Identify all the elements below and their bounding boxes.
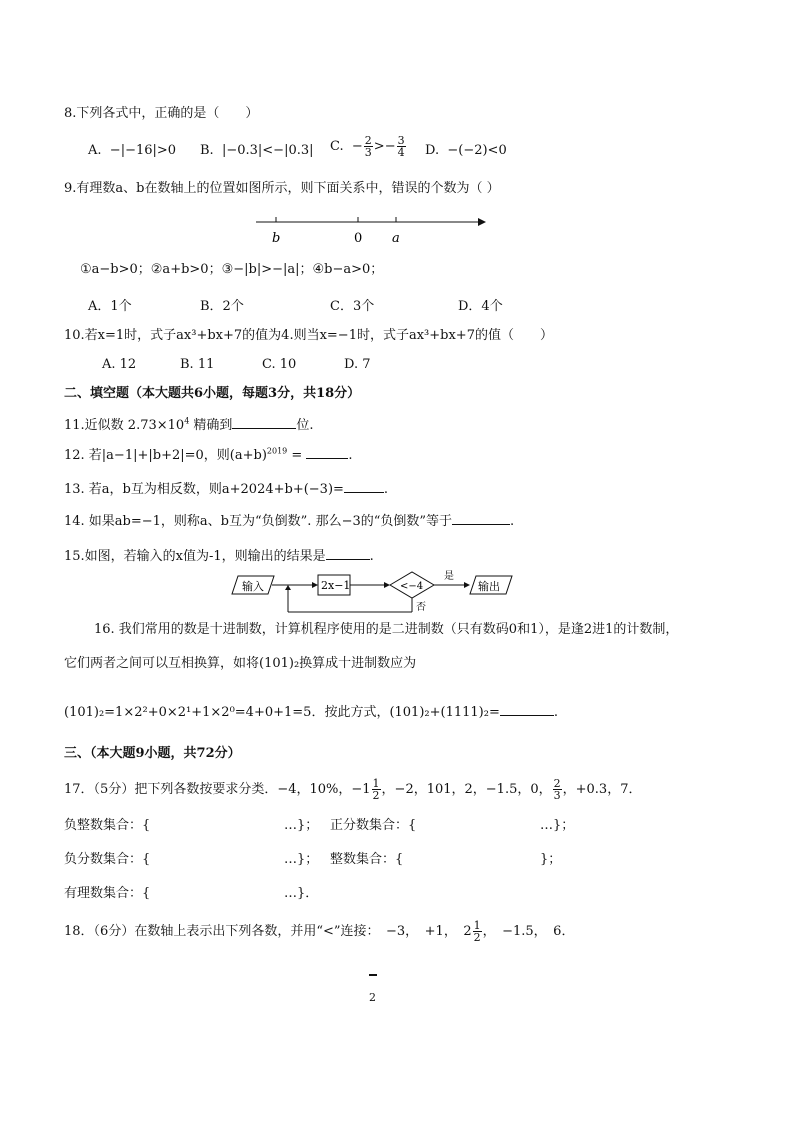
option-label: D. [425, 143, 440, 158]
q17-text-2: ，−2，101，2，−1.5，0， [381, 782, 552, 797]
flow-no-label: 否 [416, 602, 426, 613]
q16-text: (101)₂=1×2²+0×2¹+1×2⁰=4+0+1=5．按此方式，(101)₂+(1111)₂= [64, 705, 500, 720]
answer-blank [344, 480, 384, 493]
q11-text: 11.近似数 2.73×10 [64, 418, 185, 433]
exponent: 4 [184, 416, 190, 426]
q12-text-2: = [287, 448, 303, 463]
q14-text: 14. 如果ab=−1，则称a、b互为“负倒数”. 那么−3的“负倒数”等于 [64, 514, 453, 529]
option-sign: − [351, 139, 363, 154]
answer-blank [232, 416, 296, 429]
q17-text: 17．（5分）把下列各数按要求分类．−4，10%，−1 [64, 782, 371, 797]
flow-output-label: 输出 [478, 580, 500, 593]
q8-option-d [425, 143, 507, 158]
denominator: 3 [553, 789, 561, 802]
option-expr: −(−2)<0 [447, 143, 507, 158]
mixed-fraction [372, 778, 381, 801]
q15-flowchart [228, 566, 528, 618]
q12 [64, 446, 353, 464]
fraction [364, 135, 373, 158]
q11-end: 位. [296, 418, 314, 433]
option-label: B. [200, 143, 214, 158]
q8-option-c [330, 135, 407, 158]
q9-number-line [250, 212, 490, 246]
q9-stem: 9.有理数a、b在数轴上的位置如图所示，则下面关系中，错误的个数为（ ） [64, 181, 500, 196]
option-label: A. [88, 143, 102, 158]
q9-relations: ①a−b>0；②a+b>0；③−|b|>−|a|；④b−a>0； [80, 262, 384, 277]
q8-option-a [88, 143, 176, 158]
q10-option-b: B. 11 [180, 357, 215, 372]
q14-end: . [510, 514, 515, 529]
q9-option-d: D．4个 [458, 299, 503, 314]
q11 [64, 416, 314, 434]
set-rationals-end: …}． [284, 886, 319, 901]
fraction [553, 778, 562, 801]
set-integers-end: }； [540, 852, 562, 867]
q9-option-b: B．2个 [200, 299, 244, 314]
q16-end: . [553, 705, 558, 720]
q13 [64, 480, 388, 498]
q12-text: 12. 若|a−1|+|b+2|=0，则(a+b) [64, 448, 267, 463]
flow-yes-label: 是 [444, 571, 454, 582]
q12-end: . [348, 448, 353, 463]
section-heading-fill-in: 二、填空题（本大题共6小题，每题3分，共18分） [64, 386, 361, 401]
set-integers: 整数集合：{ [330, 852, 404, 867]
denominator: 3 [364, 146, 372, 159]
q18-stem [64, 920, 574, 946]
q15-text: 15.如图，若输入的x值为-1，则输出的结果是 [64, 549, 326, 564]
page-mark [369, 974, 377, 976]
q11-text-2: 精确到 [189, 418, 233, 433]
q8-stem: 8.下列各式中，正确的是（ ） [64, 106, 259, 121]
flow-input-label: 输入 [242, 580, 264, 593]
mixed-fraction [473, 920, 482, 943]
axis-label-zero: 0 [354, 231, 363, 246]
q17-text-3: ，+0.3，7． [562, 782, 642, 797]
option-operator: >− [373, 139, 396, 154]
section-heading-solutions: 三、（本大题9小题，共72分） [64, 746, 241, 761]
flow-process-label: 2x−1 [321, 579, 351, 592]
set-negative-integers: 负整数集合：{ [64, 818, 151, 833]
q8-option-b [200, 143, 314, 158]
q18-text-2: ， −1.5， 6． [482, 924, 575, 939]
q17-stem [64, 778, 641, 804]
q10-option-d: D. 7 [344, 357, 371, 372]
set-negative-fractions-end: …}； [284, 852, 319, 867]
option-expr: |−0.3|<−|0.3| [221, 143, 314, 158]
numerator: 1 [473, 919, 481, 932]
denominator: 2 [473, 931, 481, 944]
q13-end: . [383, 482, 389, 497]
answer-blank [326, 547, 370, 560]
exponent: 2019 [266, 446, 288, 456]
option-expr: −|−16|>0 [109, 143, 177, 158]
q14 [64, 512, 514, 530]
fraction [397, 135, 406, 158]
page-number: 2 [369, 991, 376, 1004]
set-negative-integers-end: …}； [284, 818, 319, 833]
set-positive-fractions-end: …}； [540, 818, 575, 833]
q10-option-a: A. 12 [102, 357, 137, 372]
q9-option-a: A．1个 [88, 299, 132, 314]
q10-option-c: C. 10 [262, 357, 297, 372]
numerator: 2 [553, 777, 561, 790]
q15-end: . [369, 549, 374, 564]
q16-line3 [64, 703, 558, 721]
answer-blank [452, 512, 510, 525]
answer-blank [500, 703, 554, 716]
option-label: C. [330, 139, 344, 154]
q15 [64, 547, 374, 565]
answer-blank [306, 446, 348, 459]
denominator: 2 [372, 789, 380, 802]
numerator: 1 [372, 777, 380, 790]
axis-label-b: b [272, 231, 281, 246]
q16-line1: 16. 我们常用的数是十进制数，计算机程序使用的是二进制数（只有数码0和1），是逢2进1的计数制， [94, 622, 679, 637]
denominator: 4 [397, 146, 405, 159]
set-rationals: 有理数集合：{ [64, 886, 151, 901]
q13-text: 13. 若a，b互为相反数，则a+2024+b+(−3)= [64, 482, 344, 497]
set-positive-fractions: 正分数集合：{ [330, 818, 417, 833]
axis-label-a: a [392, 231, 400, 246]
q18-text: 18．（6分）在数轴上表示出下列各数，并用“<”连接： −3， +1， 2 [64, 924, 472, 939]
q9-option-c: C．3个 [330, 299, 375, 314]
numerator: 2 [364, 134, 372, 147]
set-negative-fractions: 负分数集合：{ [64, 852, 151, 867]
q16-line2: 它们两者之间可以互相换算，如将(101)₂换算成十进制数应为 [64, 656, 417, 671]
numerator: 3 [397, 134, 405, 147]
q10-stem: 10.若x=1时，式子ax³+bx+7的值为4.则当x=−1时，式子ax³+bx+7的值（ ） [64, 328, 553, 343]
flow-condition-label: <−4 [400, 581, 424, 592]
